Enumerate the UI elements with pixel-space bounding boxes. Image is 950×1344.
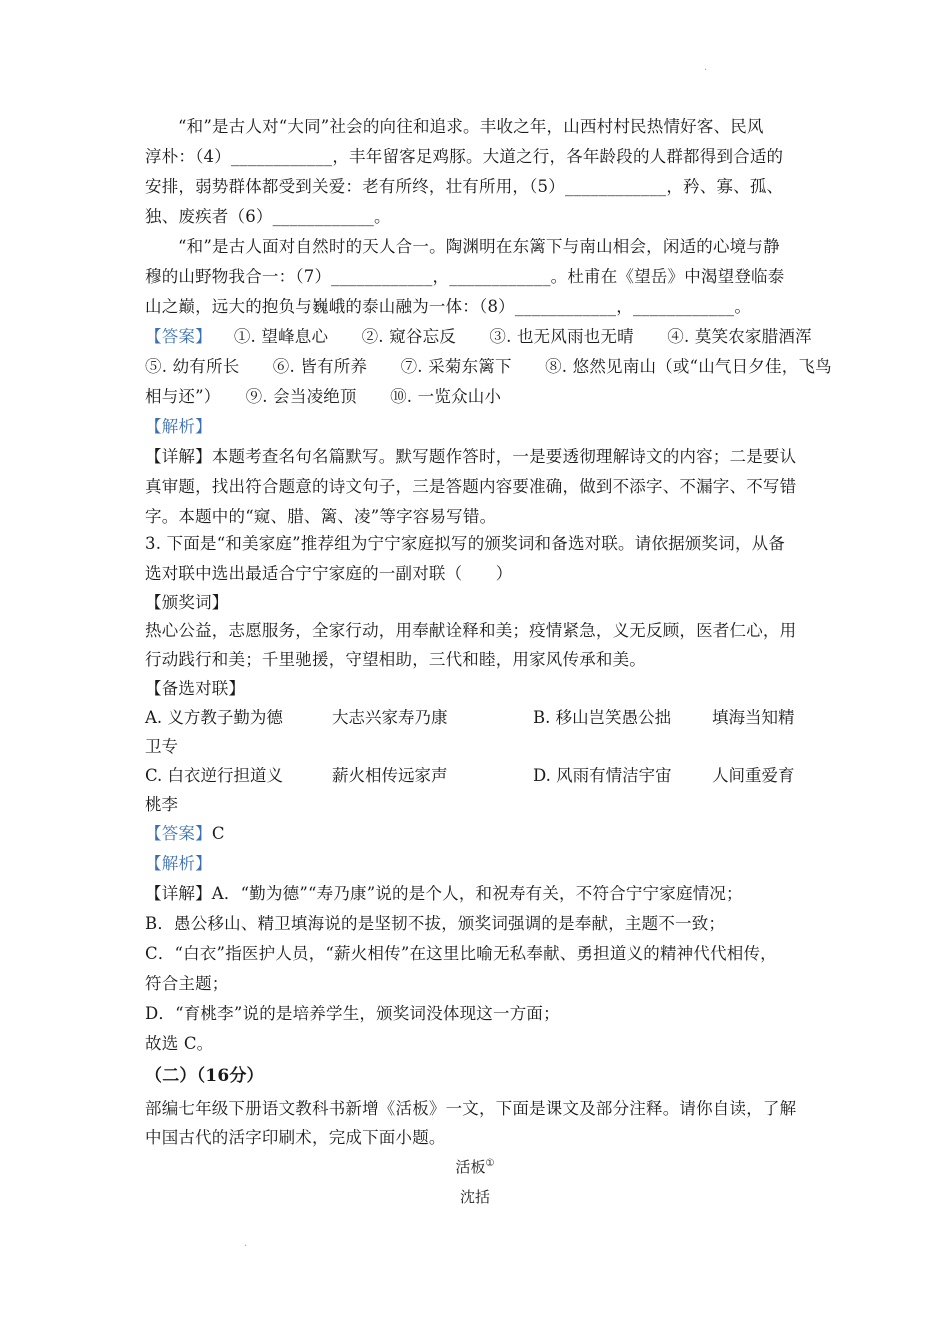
option-c-second: 薪火相传远家声: [332, 766, 448, 785]
title-footnote-mark: ①: [485, 1158, 495, 1169]
page-dot-top: .: [704, 62, 708, 73]
detail-1-line-2: 真审题，找出符合题意的诗文句子，三是答题内容要准确，做到不添字、不漏字、不写错: [145, 477, 797, 496]
answer-2-label: 【答案】: [145, 824, 212, 843]
answer-1-line-1: [145, 327, 810, 347]
answer-1-line-2: ⑤. 幼有所长 ⑥. 皆有所养 ⑦. 采菊东篱下 ⑧. 悠然见南山（或“山气日夕佳，飞鸟: [145, 357, 832, 376]
para-1-line-4: 独、废疾者（6）____________。: [145, 207, 391, 226]
option-b-second-wrap: 卫专: [145, 737, 178, 756]
detail-2-line-2: B．愚公移山、精卫填海说的是坚韧不拔，颁奖词强调的是奉献，主题不一致；: [145, 914, 726, 933]
para-2-line-2: 穆的山野物我合一：（7）____________，____________。杜甫在《望岳》中渴望登临泰: [145, 267, 785, 286]
analysis-label: 【解析】: [145, 417, 212, 436]
page-dot-bottom: .: [244, 1238, 248, 1249]
question-3-line-1: 3. 下面是“和美家庭”推荐组为宁宁家庭拟写的颁奖词和备选对联。请依据颁奖词，从备: [145, 534, 786, 553]
option-d-first: D. 风雨有情洁宇宙: [533, 766, 672, 785]
detail-2-line-3: C．“白衣”指医护人员，“薪火相传”在这里比喻无私奉献、勇担道义的精神代代相传，: [145, 944, 777, 963]
detail-2-line-5: D．“育桃李”说的是培养学生，颁奖词没体现这一方面；: [145, 1004, 560, 1023]
option-c-first: C. 白衣逆行担道义: [145, 766, 284, 785]
text-title-label: 活板: [455, 1158, 486, 1176]
answer-1-items-a: ①. 望峰息心 ②. 窥谷忘反 ③. 也无风雨也无晴 ④. 莫笑农家腊酒浑: [233, 327, 812, 346]
answer-1-line-3: 相与还”） ⑨. 会当凌绝顶 ⑩. 一览众山小: [145, 387, 502, 406]
text-author: 沈括: [459, 1188, 490, 1206]
option-a-first: A. 义方教子勤为德: [145, 708, 283, 727]
detail-1-line-1: 【详解】本题考查名句名篇默写。默写题作答时，一是要透彻理解诗文的内容；二是要认: [145, 447, 797, 466]
para-2-line-3: 山之巅，远大的抱负与巍峨的泰山融为一体：（8）____________，____________。: [145, 297, 752, 316]
para-1-line-3: 安排，弱势群体都受到关爱：老有所终，壮有所用，（5）____________，矜、寡、孤、: [145, 177, 784, 196]
option-a-second: 大志兴家寿乃康: [332, 708, 448, 727]
question-3-line-2: 选对联中选出最适合宁宁家庭的一副对联（ ）: [145, 564, 513, 583]
answer-2-line: [145, 824, 810, 844]
award-line-1: 热心公益，志愿服务，全家行动，用奉献诠释和美；疫情紧急，义无反顾，医者仁心，用: [145, 621, 797, 640]
couplet-title: 【备选对联】: [145, 679, 246, 698]
detail-2-line-6: 故选 C。: [145, 1034, 214, 1053]
text-title: [0, 1156, 950, 1177]
award-line-2: 行动践行和美；千里驰援，守望相助，三代和睦，用家风传承和美。: [145, 650, 646, 669]
para-1-line-2: 淳朴：（4）____________，丰年留客足鸡豚。大道之行，各年龄段的人群都得到合适的: [145, 147, 784, 166]
answer-label: 【答案】: [145, 327, 212, 346]
option-d-second-wrap: 桃李: [145, 795, 178, 814]
analysis-2-label: 【解析】: [145, 854, 212, 873]
option-b-second: 填海当知精: [712, 708, 795, 727]
detail-2-line-1: 【详解】A．“勤为德”“寿乃康”说的是个人，和祝寿有关，不符合宁宁家庭情况；: [145, 884, 743, 903]
award-title: 【颁奖词】: [145, 593, 229, 612]
detail-1-line-3: 字。本题中的“窥、腊、篱、凌”等字容易写错。: [145, 507, 497, 526]
para-2-line-1: “和”是古人面对自然时的天人合一。陶渊明在东篱下与南山相会，闲适的心境与静: [178, 237, 780, 256]
option-b-first: B. 移山岂笑愚公拙: [533, 708, 672, 727]
section-heading: （二）（16分）: [145, 1066, 264, 1086]
detail-2-line-4: 符合主题；: [145, 974, 229, 993]
answer-2-value: C: [211, 824, 225, 843]
intro-line-2: 中国古代的活字印刷术，完成下面小题。: [145, 1128, 446, 1147]
intro-line-1: 部编七年级下册语文教科书新增《活板》一文，下面是课文及部分注释。请你自读，了解: [145, 1099, 797, 1118]
option-d-second: 人间重爱育: [712, 766, 795, 785]
para-1-line-1: “和”是古人对“大同”社会的向往和追求。丰收之年，山西村村民热情好客、民风: [178, 117, 764, 136]
